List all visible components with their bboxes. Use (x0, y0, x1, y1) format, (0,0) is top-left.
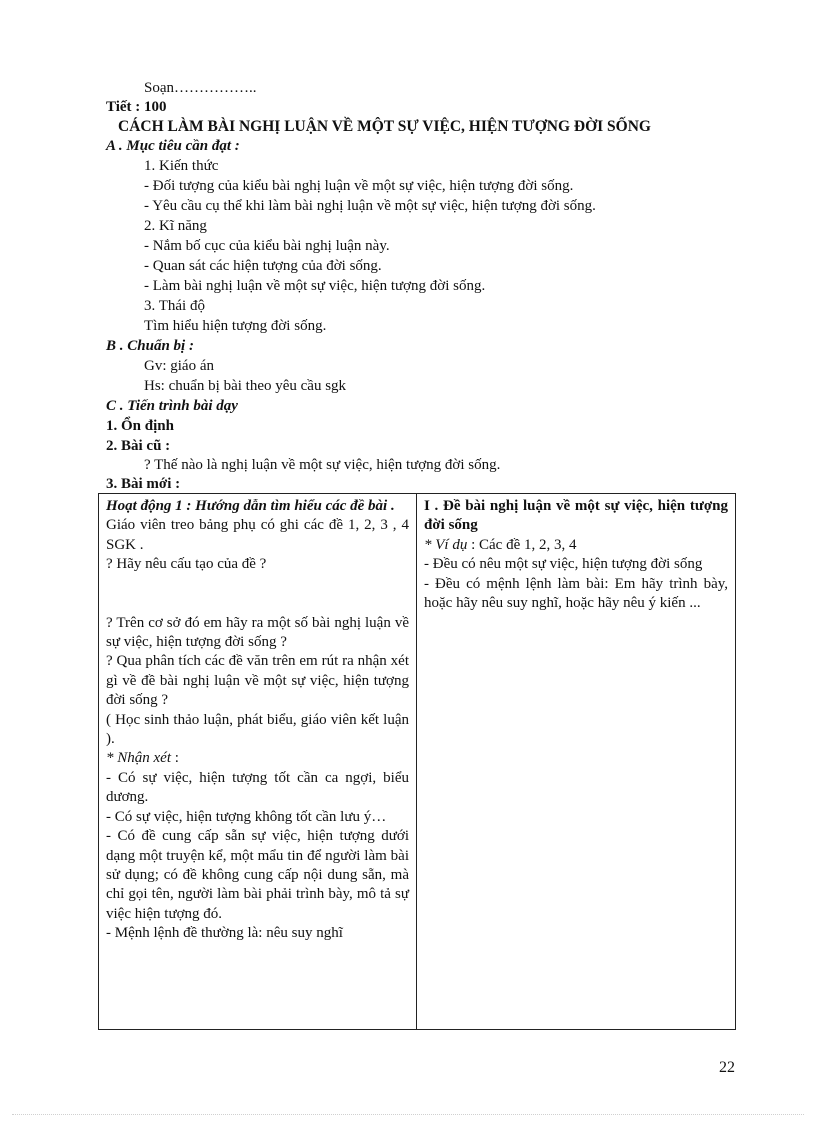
activity-heading: Hoạt động 1 : Hướng dẫn tìm hiểu các đề bài . (106, 498, 395, 514)
section-a-line: Tìm hiểu hiện tượng đời sống. (144, 318, 327, 334)
page-title: CÁCH LÀM BÀI NGHỊ LUẬN VỀ MỘT SỰ VIỆC, HIỆN TƯỢNG ĐỜI SỐNG (118, 118, 651, 135)
content-cell (417, 494, 736, 1030)
section-b-line: Gv: giáo án (144, 358, 214, 374)
teacher-activity-cell (99, 494, 417, 1030)
remark-item: - Mệnh lệnh đề thường là: nêu suy nghĩ (106, 925, 343, 942)
page-number: 22 (719, 1059, 735, 1076)
question-examples: ? Trên cơ sở đó em hãy ra một số bài nghị luận về sự việc, hiện tượng đời sống ? (106, 614, 409, 651)
lesson-table (98, 493, 736, 1030)
step-bai-cu: 2. Bài cũ : (106, 438, 171, 454)
table-row (99, 494, 736, 1030)
remark-colon: : (171, 750, 179, 767)
section-i-heading: I . Đề bài nghị luận về một sự việc, hiện tượng đời sống (424, 498, 728, 534)
section-b-heading: B . Chuẩn bị : (106, 338, 194, 354)
section-a-line: 3. Thái độ (144, 298, 205, 314)
question-analysis: ? Qua phân tích các đề văn trên em rút ra nhận xét gì về đề bài nghị luận về một sự việc, hiện tượng đời sống ? (106, 653, 409, 709)
remark-item: - Có đề cung cấp sẵn sự việc, hiện tượng dưới dạng một truyện kể, một mẩu tin để người làm bài sử dụng; có đề không cung cấp nội dung sẵn, mà chỉ gọi tên, người làm bài phải trình bày, mô tả sự việc hiện tượng đó. (106, 828, 409, 922)
question-structure: ? Hãy nêu cấu tạo của đề ? (106, 556, 267, 573)
remark-label: * Nhận xét (106, 750, 171, 767)
section-a-line: - Đối tượng của kiểu bài nghị luận về một sự việc, hiện tượng đời sống. (144, 178, 574, 194)
section-a-line: 1. Kiến thức (144, 158, 219, 174)
remark-heading (106, 749, 409, 768)
remark-item: - Có sự việc, hiện tượng tốt cần ca ngợi, biểu dương. (106, 769, 409, 806)
soan-date: Soạn…………….. (144, 80, 257, 96)
section-b-line: Hs: chuẩn bị bài theo yêu cầu sgk (144, 378, 347, 394)
remark-item: - Có sự việc, hiện tượng không tốt cần lưu ý… (106, 808, 387, 825)
discussion-note: ( Học sinh thảo luận, phát biểu, giáo viên kết luận ). (106, 711, 409, 748)
review-question: ? Thế nào là nghị luận về một sự việc, hiện tượng đời sống. (144, 457, 501, 473)
lesson-number: Tiết : 100 (106, 99, 167, 115)
step-bai-moi: 3. Bài mới : (106, 476, 181, 492)
section-a-line: - Làm bài nghị luận về một sự việc, hiện tượng đời sống. (144, 278, 486, 294)
section-c-heading: C . Tiến trình bài dạy (106, 398, 238, 414)
example-text: : Các đề 1, 2, 3, 4 (467, 536, 577, 553)
activity-intro: Giáo viên treo bảng phụ có ghi các đề 1, 2, 3 , 4 SGK . (106, 517, 409, 553)
section-a-line: - Yêu cầu cụ thể khi làm bài nghị luận về một sự việc, hiện tượng đời sống. (144, 198, 596, 214)
spacer (106, 575, 409, 614)
example-line (424, 536, 728, 555)
page-divider (12, 1114, 804, 1115)
section-a-heading: A . Mục tiêu cần đạt : (106, 138, 240, 154)
content-point: - Đều có mệnh lệnh làm bài: Em hãy trình bày, hoặc hãy nêu suy nghĩ, hoặc hãy nêu ý kiến ... (424, 575, 728, 612)
section-a-line: - Quan sát các hiện tượng của đời sống. (144, 258, 382, 274)
section-a-line: 2. Kĩ năng (144, 218, 207, 234)
example-label: * Ví dụ (424, 536, 468, 553)
step-on-dinh: 1. Ổn định (106, 418, 174, 434)
content-point: - Đều có nêu một sự việc, hiện tượng đời sống (424, 556, 703, 573)
section-a-line: - Nắm bố cục của kiểu bài nghị luận này. (144, 238, 390, 254)
